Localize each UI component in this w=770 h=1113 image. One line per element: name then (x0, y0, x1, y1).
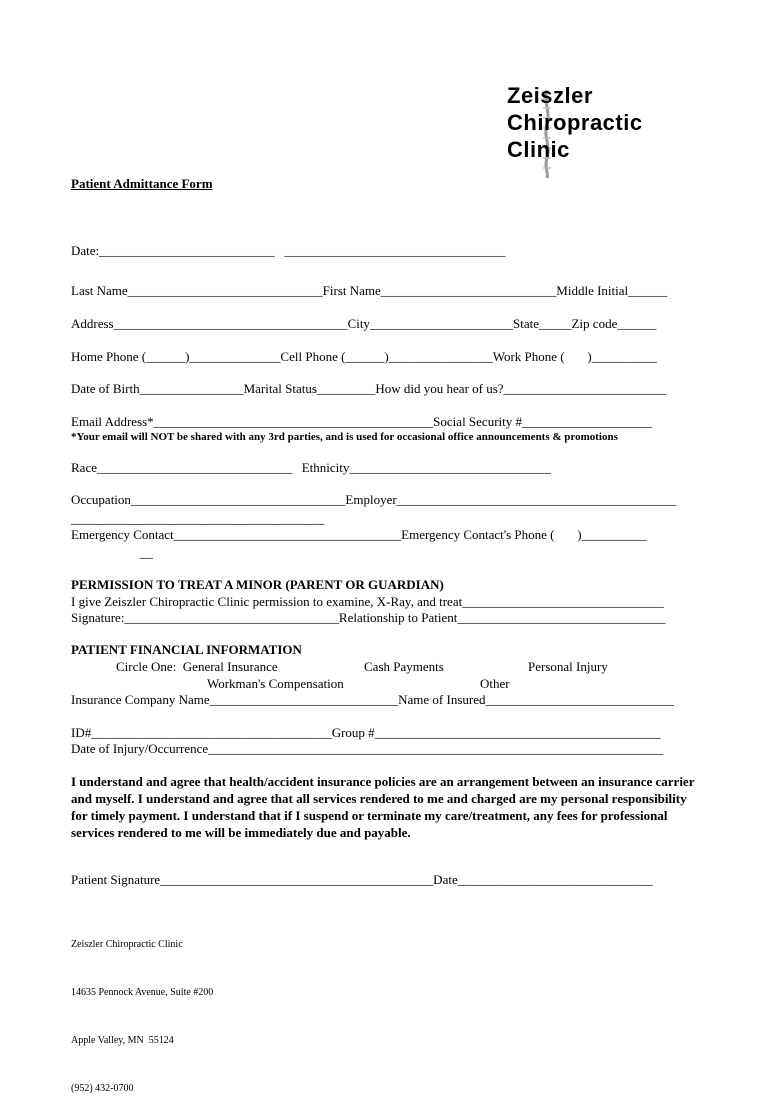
patient-signature-row[interactable]: Patient Signature__________________________________________Date______________________________ (71, 872, 653, 887)
footer-street: 14635 Pennock Avenue, Suite #200 (71, 987, 214, 998)
option-cash-payments[interactable]: Cash Payments (364, 659, 444, 674)
address-row[interactable]: Address____________________________________City______________________State_____Zip code______ (71, 316, 657, 331)
logo-line-3: Clinic (507, 137, 570, 162)
id-group-row[interactable]: ID#_____________________________________Group #____________________________________________ (71, 725, 661, 740)
race-row[interactable]: Race______________________________ Ethnicity_______________________________ (71, 460, 551, 475)
agreement-paragraph: I understand and agree that health/accident insurance policies are an arrangement between an insurance carrier and myself. I understand and agree that all services rendered to me and charged are my personal responsibility for timely payment. I understand that if I suspend or terminate my care/treatment, any fees for professional services rendered to me will be immediately due and payable. (71, 774, 695, 840)
option-general-insurance[interactable]: Circle One: General Insurance (116, 659, 278, 674)
name-row[interactable]: Last Name______________________________First Name___________________________Middle Initial______ (71, 283, 668, 298)
phone-row[interactable]: Home Phone (______)______________Cell Phone (______)________________Work Phone ( )__________ (71, 349, 657, 364)
footer-city: Apple Valley, MN 55124 (71, 1035, 174, 1046)
occupation-continued[interactable]: _______________________________________ (71, 511, 325, 526)
footer-phone: (952) 432-0700 (71, 1083, 134, 1094)
option-workmans-compensation[interactable]: Workman's Compensation (207, 676, 344, 691)
minor-heading: PERMISSION TO TREAT A MINOR (PARENT OR GUARDIAN) (71, 577, 444, 592)
option-other[interactable]: Other (480, 676, 510, 691)
clinic-logo (507, 82, 707, 177)
minor-permission-line[interactable]: I give Zeiszler Chiropractic Clinic permission to examine, X-Ray, and treat_______________________________ (71, 594, 664, 609)
footer-clinic-name: Zeiszler Chiropractic Clinic (71, 939, 183, 950)
email-row[interactable]: Email Address*___________________________________________Social Security #____________________ (71, 414, 653, 429)
logo-line-1: Zeiszler (507, 83, 593, 108)
insurance-row[interactable]: Insurance Company Name_____________________________Name of Insured_____________________________ (71, 692, 674, 707)
birth-row[interactable]: Date of Birth________________Marital Status_________How did you hear of us?_________________________ (71, 381, 667, 396)
injury-date-row[interactable]: Date of Injury/Occurrence______________________________________________________________________ (71, 741, 664, 756)
option-personal-injury[interactable]: Personal Injury (528, 659, 608, 674)
emergency-row[interactable]: Emergency Contact___________________________________Emergency Contact's Phone ( )__________ (71, 527, 647, 542)
form-title: Patient Admittance Form (71, 176, 213, 191)
email-note: *Your email will NOT be shared with any 3rd parties, and is used for occasional office announcements & promotions (71, 431, 618, 443)
footer-address (71, 903, 213, 1113)
emergency-continued[interactable]: __ (140, 545, 153, 560)
logo-line-2: Chiropractic (507, 110, 643, 135)
financial-heading: PATIENT FINANCIAL INFORMATION (71, 642, 302, 657)
occupation-row[interactable]: Occupation_________________________________Employer___________________________________________ (71, 492, 677, 507)
date-field[interactable]: Date:___________________________ __________________________________ (71, 243, 506, 258)
minor-signature-line[interactable]: Signature:_________________________________Relationship to Patient________________________________ (71, 610, 666, 625)
